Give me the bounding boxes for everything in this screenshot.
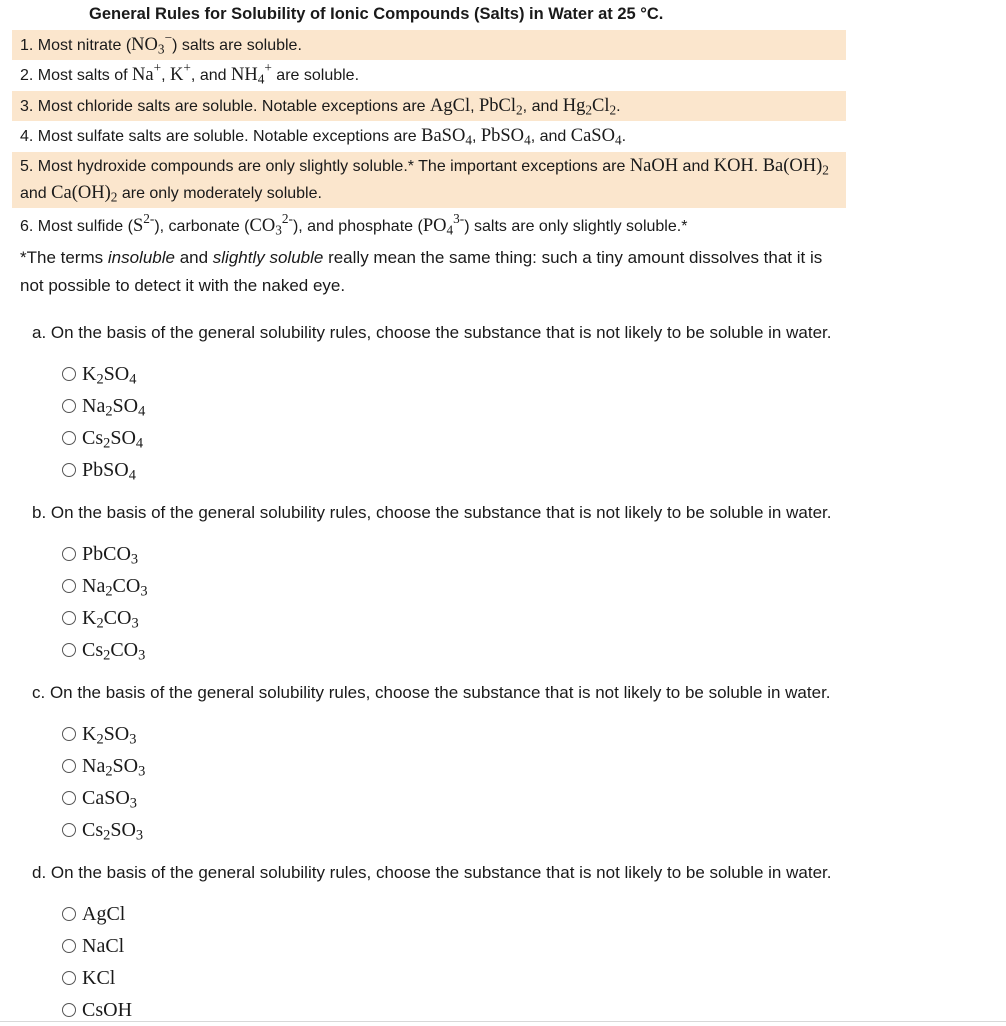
formula-part: Cs bbox=[82, 427, 104, 449]
footnote-text: and bbox=[174, 248, 213, 267]
rule-text: ) salts are soluble. bbox=[172, 37, 302, 54]
subscript: 2 bbox=[609, 102, 617, 118]
option-agcl[interactable] bbox=[62, 898, 1006, 930]
formula-part: SO bbox=[103, 363, 130, 385]
radio-button[interactable] bbox=[62, 547, 76, 561]
question-prompt: d. On the basis of the general solubility rules, choose the substance that is not likely to be soluble in water. bbox=[32, 863, 832, 882]
footnote bbox=[20, 244, 840, 300]
rule-5 bbox=[12, 152, 846, 208]
rule-text: , bbox=[470, 98, 479, 115]
rule-text: ) salts are only slightly soluble.* bbox=[464, 218, 688, 235]
rule-1 bbox=[12, 30, 846, 60]
question-b bbox=[32, 502, 1006, 666]
answer-options bbox=[62, 538, 1006, 666]
formula-koh: KOH bbox=[713, 156, 754, 176]
subscript: 3 bbox=[138, 763, 146, 780]
formula-part: SO bbox=[110, 427, 136, 449]
formula-part: Cl bbox=[591, 96, 610, 116]
option-cs2so3[interactable] bbox=[62, 814, 1006, 846]
radio-button[interactable] bbox=[62, 1003, 76, 1017]
formula-part: Cs bbox=[82, 639, 104, 661]
formula-part: Hg bbox=[562, 96, 586, 116]
rule-text: , and bbox=[522, 98, 563, 115]
formula-part: NH bbox=[230, 65, 258, 85]
formula-part: K bbox=[82, 607, 97, 629]
option-label bbox=[82, 787, 137, 812]
formula-part: Cs bbox=[82, 819, 104, 841]
option-nacl[interactable] bbox=[62, 930, 1006, 962]
formula-part: SO bbox=[110, 819, 136, 841]
subscript: 4 bbox=[135, 435, 144, 452]
subscript: 2 bbox=[103, 435, 111, 452]
radio-button[interactable] bbox=[62, 791, 76, 805]
option-label: CsOH bbox=[82, 999, 133, 1021]
formula-part: Ca(OH) bbox=[51, 183, 111, 203]
formula-part: Na bbox=[82, 395, 106, 417]
rule-text: and bbox=[678, 158, 714, 175]
formula-baso4 bbox=[421, 126, 472, 146]
option-label: AgCl bbox=[82, 903, 126, 925]
formula-part: CO bbox=[112, 575, 141, 597]
superscript: 2- bbox=[281, 211, 293, 227]
option-label bbox=[82, 427, 144, 452]
formula-part: CaSO bbox=[570, 126, 615, 146]
option-label bbox=[82, 543, 139, 568]
radio-button[interactable] bbox=[62, 463, 76, 477]
subscript: 2 bbox=[96, 371, 104, 388]
subscript: 2 bbox=[516, 102, 523, 118]
radio-button[interactable] bbox=[62, 431, 76, 445]
option-label: NaCl bbox=[82, 935, 125, 957]
radio-button[interactable] bbox=[62, 579, 76, 593]
answer-options bbox=[62, 898, 1006, 1026]
formula-part: CO bbox=[249, 216, 276, 236]
rule-text: 2. Most salts of bbox=[20, 67, 133, 84]
option-k2co3[interactable] bbox=[62, 602, 1006, 634]
rule-text: , and bbox=[530, 128, 571, 145]
formula-agcl: AgCl bbox=[430, 96, 471, 116]
answer-options bbox=[62, 358, 1006, 486]
formula-part: CO bbox=[103, 607, 132, 629]
formula-part: SO bbox=[112, 395, 139, 417]
subscript: 2 bbox=[822, 162, 829, 178]
rule-text: 6. Most sulfide ( bbox=[20, 218, 133, 235]
superscript: 3- bbox=[453, 211, 465, 227]
subscript: 2 bbox=[105, 763, 113, 780]
rule-text: 1. Most nitrate ( bbox=[20, 37, 132, 54]
formula-part: K bbox=[170, 65, 184, 85]
formula-part: CaSO bbox=[82, 787, 130, 809]
formula-part: K bbox=[82, 363, 97, 385]
radio-button[interactable] bbox=[62, 971, 76, 985]
subscript: 4 bbox=[128, 467, 136, 484]
formula-part: CO bbox=[110, 639, 139, 661]
formula-ammonium bbox=[230, 60, 272, 87]
rule-text: ), carbonate ( bbox=[154, 218, 250, 235]
option-na2so3[interactable] bbox=[62, 750, 1006, 782]
radio-button[interactable] bbox=[62, 759, 76, 773]
rule-text: and bbox=[20, 185, 52, 202]
formula-pbcl2 bbox=[479, 96, 523, 116]
subscript: 3 bbox=[275, 222, 282, 238]
formula-part: S bbox=[132, 216, 144, 236]
radio-button[interactable] bbox=[62, 611, 76, 625]
question-d bbox=[32, 862, 1006, 1026]
option-label: KCl bbox=[82, 967, 116, 989]
subscript: 2 bbox=[103, 647, 111, 664]
option-label bbox=[82, 723, 137, 748]
superscript: − bbox=[164, 30, 173, 46]
formula-phosphate bbox=[422, 211, 465, 238]
subscript: 4 bbox=[138, 403, 146, 420]
formula-caoh2 bbox=[51, 183, 117, 203]
subscript: 3 bbox=[138, 647, 146, 664]
rule-2 bbox=[12, 60, 846, 90]
option-na2so4[interactable] bbox=[62, 390, 1006, 422]
formula-part: BaSO bbox=[421, 126, 466, 146]
rule-text: are only moderately soluble. bbox=[117, 185, 322, 202]
radio-button[interactable] bbox=[62, 367, 76, 381]
footnote-italic: insoluble bbox=[107, 248, 175, 267]
subscript: 2 bbox=[103, 827, 111, 844]
option-cs2co3[interactable] bbox=[62, 634, 1006, 666]
formula-part: SO bbox=[112, 755, 139, 777]
subscript: 4 bbox=[129, 371, 137, 388]
subscript: 2 bbox=[96, 615, 104, 632]
subscript: 3 bbox=[157, 41, 165, 57]
formula-part: PbCO bbox=[82, 543, 131, 565]
rule-text: ), and phosphate ( bbox=[292, 218, 423, 235]
option-label bbox=[82, 755, 146, 780]
formula-part: PbSO bbox=[480, 126, 525, 146]
radio-button[interactable] bbox=[62, 907, 76, 921]
subscript: 3 bbox=[131, 615, 139, 632]
formula-part: SO bbox=[103, 723, 130, 745]
footnote-text: *The terms bbox=[20, 248, 108, 267]
formula-caso4 bbox=[571, 126, 622, 146]
subscript: 4 bbox=[614, 132, 622, 148]
formula-part: Na bbox=[132, 65, 154, 85]
superscript: + bbox=[153, 60, 162, 76]
radio-button[interactable] bbox=[62, 939, 76, 953]
formula-part: Na bbox=[82, 575, 106, 597]
radio-button[interactable] bbox=[62, 823, 76, 837]
rule-6 bbox=[12, 211, 846, 241]
formula-part: Ba(OH) bbox=[762, 156, 823, 176]
formula-carbonate bbox=[249, 211, 293, 238]
subscript: 3 bbox=[129, 731, 137, 748]
question-prompt: a. On the basis of the general solubility rules, choose the substance that is not likely to be soluble in water. bbox=[32, 323, 832, 342]
subscript: 4 bbox=[465, 132, 472, 148]
subscript: 2 bbox=[110, 189, 118, 205]
option-caso3[interactable] bbox=[62, 782, 1006, 814]
radio-button[interactable] bbox=[62, 643, 76, 657]
superscript: + bbox=[264, 60, 272, 76]
radio-button[interactable] bbox=[62, 727, 76, 741]
rule-text: , and bbox=[190, 67, 231, 84]
option-label bbox=[82, 575, 148, 600]
formula-nitrate bbox=[131, 30, 173, 57]
rule-text: . bbox=[753, 158, 763, 175]
rule-text: are soluble. bbox=[271, 67, 360, 84]
subscript: 3 bbox=[140, 583, 148, 600]
rule-text: . bbox=[621, 128, 627, 145]
rule-text: . bbox=[616, 98, 621, 115]
question-prompt: c. On the basis of the general solubility rules, choose the substance that is not likely to be soluble in water. bbox=[32, 683, 831, 702]
option-pbco3[interactable] bbox=[62, 538, 1006, 570]
formula-potassium bbox=[170, 60, 191, 85]
superscript: 2- bbox=[143, 211, 155, 227]
formula-part: NO bbox=[131, 35, 158, 55]
formula-naoh: NaOH bbox=[629, 156, 679, 176]
subscript: 2 bbox=[96, 731, 104, 748]
rule-text: 4. Most sulfate salts are soluble. Notable exceptions are bbox=[20, 128, 422, 145]
question-a bbox=[32, 322, 1006, 486]
option-label bbox=[82, 395, 146, 420]
bottom-divider bbox=[0, 1021, 1006, 1022]
option-k2so3[interactable] bbox=[62, 718, 1006, 750]
radio-button[interactable] bbox=[62, 399, 76, 413]
formula-part: PbSO bbox=[82, 459, 129, 481]
footnote-italic: slightly soluble bbox=[212, 248, 324, 267]
formula-baoh2 bbox=[763, 156, 829, 176]
rule-text: 3. Most chloride salts are soluble. Notable exceptions are bbox=[20, 98, 430, 115]
footnote-text: really mean the same thing: such a tiny amount dissolves that it is not possible to detect it with the naked eye. bbox=[20, 248, 823, 295]
rule-text: , bbox=[471, 128, 481, 145]
subscript: 4 bbox=[446, 222, 454, 238]
formula-sulfide bbox=[132, 211, 155, 236]
formula-part: K bbox=[82, 723, 97, 745]
option-cs2so4[interactable] bbox=[62, 422, 1006, 454]
formula-part: PO bbox=[422, 216, 447, 236]
question-prompt: b. On the basis of the general solubility rules, choose the substance that is not likely to be soluble in water. bbox=[32, 503, 832, 522]
subscript: 3 bbox=[130, 551, 139, 568]
rule-text: 5. Most hydroxide compounds are only slightly soluble.* The important exceptions are bbox=[20, 158, 630, 175]
option-pbso4[interactable] bbox=[62, 454, 1006, 486]
subscript: 4 bbox=[257, 71, 265, 87]
formula-pbso4 bbox=[481, 126, 531, 146]
formula-part: Na bbox=[82, 755, 106, 777]
rule-text: , bbox=[161, 67, 171, 84]
formula-hg2cl2 bbox=[563, 96, 616, 116]
option-kcl[interactable] bbox=[62, 962, 1006, 994]
question-c bbox=[32, 682, 1006, 846]
rule-3 bbox=[12, 91, 846, 121]
formula-part: PbCl bbox=[478, 96, 517, 116]
option-label bbox=[82, 607, 139, 632]
option-label bbox=[82, 639, 146, 664]
subscript: 2 bbox=[105, 583, 113, 600]
subscript: 2 bbox=[585, 102, 592, 118]
superscript: + bbox=[183, 60, 191, 76]
option-label bbox=[82, 363, 137, 388]
subscript: 3 bbox=[129, 795, 137, 812]
rule-4 bbox=[12, 121, 846, 151]
option-na2co3[interactable] bbox=[62, 570, 1006, 602]
subscript: 2 bbox=[105, 403, 113, 420]
formula-sodium bbox=[132, 60, 162, 85]
answer-options bbox=[62, 718, 1006, 846]
option-k2so4[interactable] bbox=[62, 358, 1006, 390]
option-label bbox=[82, 459, 136, 484]
subscript: 4 bbox=[524, 132, 531, 148]
option-label bbox=[82, 819, 144, 844]
rules-title: General Rules for Solubility of Ionic Compounds (Salts) in Water at 25 °C. bbox=[89, 5, 664, 23]
subscript: 3 bbox=[135, 827, 144, 844]
